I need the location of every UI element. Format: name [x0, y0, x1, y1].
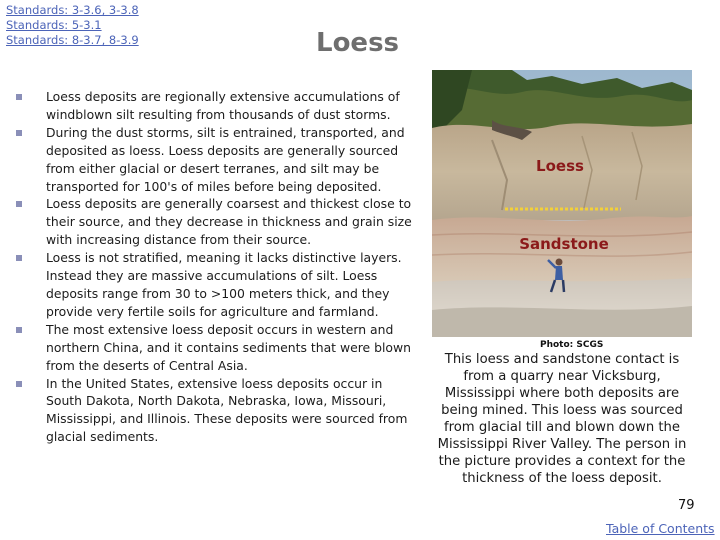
bullet-item [16, 321, 414, 375]
page-number: 79 [678, 498, 695, 513]
square-bullet-icon [16, 327, 22, 333]
bullet-item [16, 195, 414, 249]
square-bullet-icon [16, 94, 22, 100]
square-bullet-icon [16, 255, 22, 261]
bullet-item [16, 375, 414, 447]
sandstone-label: Sandstone [519, 235, 609, 253]
square-bullet-icon [16, 381, 22, 387]
page-title: Loess [316, 28, 400, 58]
bullet-text: During the dust storms, silt is entrained, transported, and deposited as loess. Loess deposits are generally sourced from either glacial or desert terranes, and silt may be transported for 100's of miles before being deposited. [46, 124, 405, 194]
table-of-contents-link[interactable]: Table of Contents [606, 521, 715, 536]
bullet-item [16, 88, 414, 124]
photo-caption: This loess and sandstone contact is from a quarry near Vicksburg, Mississippi where both deposits are being mined. This loess was sourced from glacial till and blown down the Mississippi River Valley. The person in the picture provides a context for the thickness of the loess deposit. [437, 352, 687, 486]
bullet-item [16, 124, 414, 196]
bullet-text: Loess deposits are regionally extensive accumulations of windblown silt resulting from thousands of dust storms. [46, 89, 400, 122]
loess-label: Loess [536, 157, 584, 175]
bullet-text: The most extensive loess deposit occurs in western and northern China, and it contains sediments that were blown from the deserts of Central Asia. [46, 321, 411, 373]
bullet-text: Loess is not stratified, meaning it lacks distinctive layers. Instead they are massive accumulations of silt. Loess deposits range from 30 to >100 meters thick, and they provide very fertile soils for agriculture and farmland. [46, 250, 402, 319]
bullet-text: In the United States, extensive loess deposits occur in South Dakota, North Dakota, Nebraska, Iowa, Missouri, Mississippi, and Illinois. These deposits were sourced from glacial sediments. [46, 375, 408, 445]
photo-credit: Photo: SCGS [540, 340, 604, 350]
bullet-list [16, 88, 414, 446]
standards-link-1[interactable]: Standards: 3-3.6, 3-3.8 [6, 3, 139, 17]
square-bullet-icon [16, 201, 22, 207]
standards-links [6, 3, 139, 48]
standards-link-2[interactable]: Standards: 5-3.1 [6, 18, 102, 32]
quarry-photo [432, 70, 692, 337]
standards-link-3[interactable]: Standards: 8-3.7, 8-3.9 [6, 33, 139, 47]
bullet-text: Loess deposits are generally coarsest and thickest close to their source, and they decrease in thickness and grain size with increasing distance from their source. [46, 196, 412, 248]
square-bullet-icon [16, 130, 22, 136]
bullet-item [16, 249, 414, 321]
